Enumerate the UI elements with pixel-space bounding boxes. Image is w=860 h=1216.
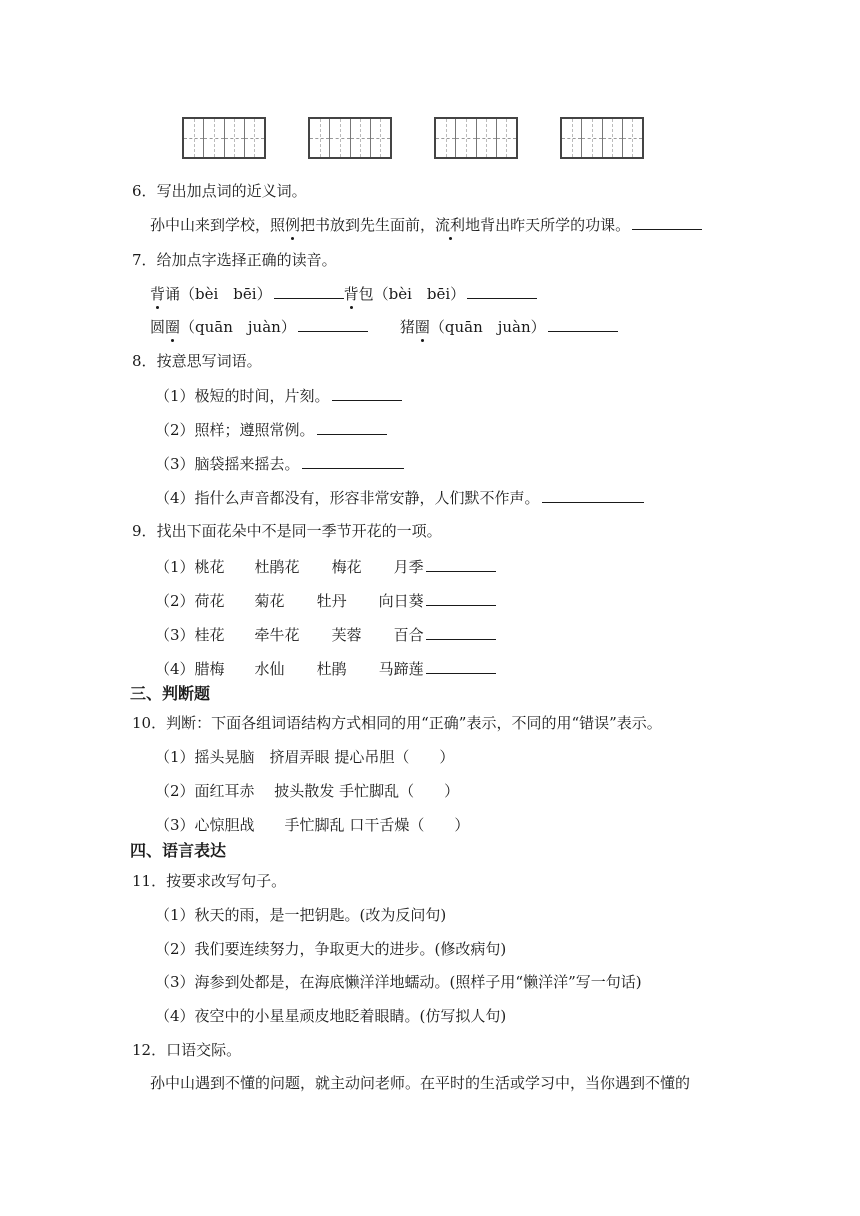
question-number: 9 [132, 522, 142, 540]
dotted-word: 例 [285, 216, 301, 234]
question-number: 11 [132, 872, 152, 890]
sentence-text: 孙中山来到学校，照 [150, 216, 286, 234]
flower-option: 百合 [393, 626, 424, 644]
question-number: 8 [132, 352, 142, 370]
answer-blank[interactable] [548, 315, 618, 332]
writing-grid[interactable] [182, 117, 266, 159]
question-9-row [155, 555, 496, 578]
flower-option: 杜鹃花 [254, 558, 300, 576]
flower-option: 水仙 [254, 660, 285, 678]
word-char: 猪 [399, 318, 415, 336]
answer-blank[interactable] [317, 418, 387, 435]
writing-grid[interactable] [560, 117, 644, 159]
flower-option: （2）荷花 [155, 592, 225, 610]
dotted-char: 圈 [414, 318, 430, 336]
item-text: （1）极短的时间，片刻。 [155, 387, 330, 405]
flower-option: 牵牛花 [254, 626, 300, 644]
question-text: 写出加点词的近义词。 [156, 182, 307, 200]
question-10-item: （2）面红耳赤 披头散发 手忙脚乱（ ） [155, 782, 460, 800]
answer-blank[interactable] [274, 282, 344, 299]
section-heading-expression: 四、语言表达 [130, 841, 227, 860]
question-12-text: 孙中山遇到不懂的问题，就主动问老师。在平时的生活或学习中，当你遇到不懂的 [150, 1074, 691, 1092]
answer-blank[interactable] [426, 555, 496, 572]
question-11-prompt: 11．按要求改写句子。 [132, 872, 287, 890]
section-heading-judgement: 三、判断题 [130, 684, 211, 703]
answer-blank[interactable] [302, 452, 404, 469]
question-text: 按意思写词语。 [156, 352, 262, 370]
answer-blank[interactable] [298, 315, 368, 332]
question-9-row [155, 657, 496, 680]
dotted-char: 背 [343, 285, 359, 303]
question-text: 判断：下面各组词语结构方式相同的用“正确”表示，不同的用“错误”表示。 [166, 714, 662, 732]
question-8-item [155, 486, 644, 509]
flower-option: （3）桂花 [155, 626, 225, 644]
question-11-item: （2）我们要连续努力，争取更大的进步。(修改病句) [155, 940, 507, 958]
question-8-prompt: 8．按意思写词语。 [132, 352, 262, 370]
question-text: 给加点字选择正确的读音。 [156, 251, 337, 269]
flower-option: （1）桃花 [155, 558, 225, 576]
question-10-prompt: 10．判断：下面各组词语结构方式相同的用“正确”表示，不同的用“错误”表示。 [132, 714, 662, 732]
answer-blank[interactable] [632, 213, 702, 230]
question-12-prompt: 12．口语交际。 [132, 1041, 242, 1059]
question-8-item [155, 452, 404, 475]
item-text: （4）指什么声音都没有，形容非常安静，人们默不作声。 [155, 489, 540, 507]
word-char: 圆 [150, 318, 166, 336]
question-9-row [155, 623, 496, 646]
sentence-text: 把书放到先生面前， [300, 216, 436, 234]
question-text: 按要求改写句子。 [166, 872, 287, 890]
question-7-row1 [150, 282, 537, 305]
answer-blank[interactable] [332, 384, 402, 401]
flower-option: 梅花 [331, 558, 362, 576]
question-number: 10 [132, 714, 152, 732]
question-number: 12 [132, 1041, 152, 1059]
pinyin-options: （quān juàn） [429, 318, 546, 336]
flower-option: 马蹄莲 [378, 660, 424, 678]
writing-grid[interactable] [434, 117, 518, 159]
question-11-item: （3）海参到处都是，在海底懒洋洋地蠕动。(照样子用“懒洋洋”写一句话) [155, 973, 642, 991]
question-text: 找出下面花朵中不是同一季节开花的一项。 [156, 522, 442, 540]
question-8-item [155, 418, 387, 441]
question-11-item: （1）秋天的雨，是一把钥匙。(改为反问句) [155, 906, 447, 924]
writing-grid[interactable] [308, 117, 392, 159]
flower-option: 芙蓉 [331, 626, 362, 644]
flower-option: 月季 [393, 558, 424, 576]
answer-blank[interactable] [426, 623, 496, 640]
pinyin-options: 诵（bèi bēi） [165, 285, 272, 303]
question-10-item: （3）心惊胆战 手忙脚乱 口干舌燥（ ） [155, 816, 470, 834]
question-text: 口语交际。 [166, 1041, 242, 1059]
item-text: （3）脑袋摇来摇去。 [155, 455, 300, 473]
question-11-item: （4）夜空中的小星星顽皮地眨着眼睛。(仿写拟人句) [155, 1007, 507, 1025]
dotted-word: 流利 [435, 216, 466, 234]
answer-blank[interactable] [426, 657, 496, 674]
question-10-item: （1）摇头晃脑 挤眉弄眼 提心吊胆（ ） [155, 748, 455, 766]
pinyin-options: 包（bèi bēi） [358, 285, 466, 303]
item-text: （2）照样；遵照常例。 [155, 421, 315, 439]
answer-blank[interactable] [426, 589, 496, 606]
sentence-text: 地背出昨天所学的功课。 [465, 216, 631, 234]
question-number: 7 [132, 251, 142, 269]
flower-option: （4）腊梅 [155, 660, 225, 678]
dotted-char: 圈 [165, 318, 181, 336]
question-6-sentence [150, 213, 702, 236]
answer-blank[interactable] [467, 282, 537, 299]
question-number: 6 [132, 182, 142, 200]
question-7-prompt: 7．给加点字选择正确的读音。 [132, 251, 337, 269]
question-8-item [155, 384, 402, 407]
pinyin-options: （quān juàn） [180, 318, 296, 336]
dotted-char: 背 [150, 285, 166, 303]
question-9-prompt: 9．找出下面花朵中不是同一季节开花的一项。 [132, 522, 442, 540]
question-7-row2 [150, 315, 618, 338]
question-6-prompt: 6．写出加点词的近义词。 [132, 182, 307, 200]
flower-option: 牡丹 [316, 592, 347, 610]
flower-option: 向日葵 [378, 592, 424, 610]
flower-option: 菊花 [254, 592, 285, 610]
answer-blank[interactable] [542, 486, 644, 503]
flower-option: 杜鹃 [316, 660, 347, 678]
question-9-row [155, 589, 496, 612]
